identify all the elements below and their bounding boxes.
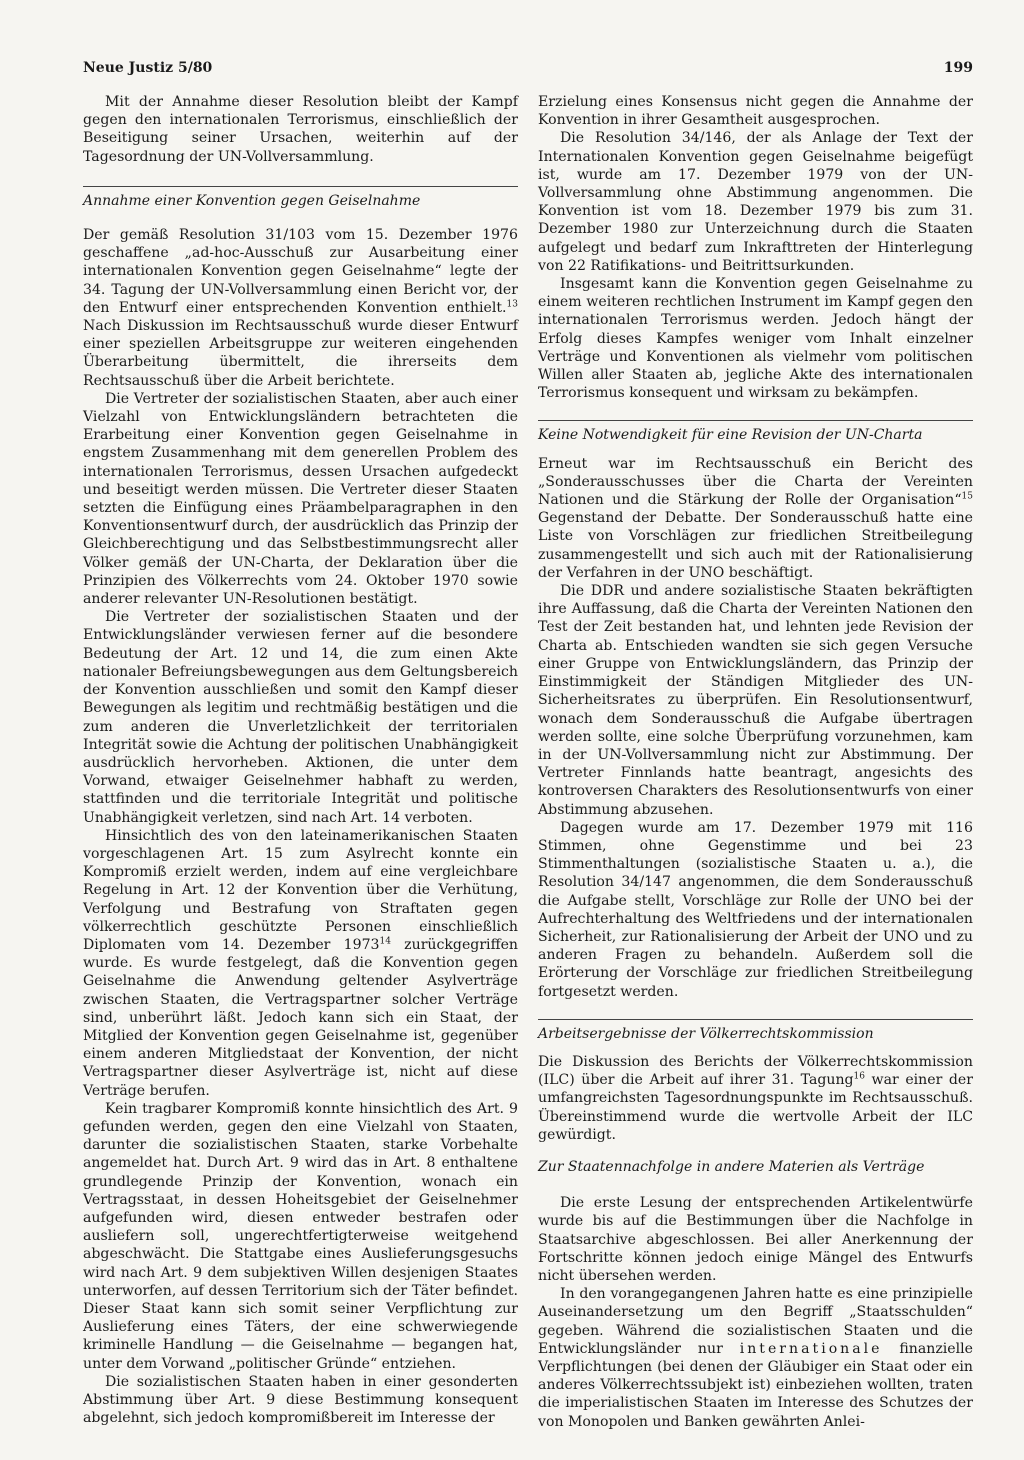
- paragraph: Die erste Lesung der entsprechenden Artikelentwürfe wurde bis auf die Bestimmungen über die Nachfolge in Staatsarchive abgeschlossen. Bei aller Anerkennung der Fortschritte können jedoch einige Mängel des Entwurfs nicht übersehen werden.: [538, 1195, 973, 1284]
- paragraph: Der gemäß Resolution 31/103 vom 15. Dezember 1976 geschaffene „ad-hoc-Ausschuß zur Ausarbeitung einer internationalen Konvention gegen Geiselnahme“ legte der 34. Tagung der UN-Vollversammlung einen Bericht vor, der den Entwurf einer entsprechenden Konvention enthielt.$^{13}$ Nach Diskussion im Rechtsausschuß wurde dieser Entwurf einer speziellen Arbeitsgruppe zur weiteren eingehenden Überarbeitung übermittelt, die ihrerseits dem Rechtsausschuß über die Arbeit berichtete.: [83, 227, 518, 389]
- paragraph: Die Vertreter der sozialistischen Staaten, aber auch einer Vielzahl von Entwicklungsländern betrachteten die Erarbeitung einer Konvention gegen Geiselnahme in engstem Zusammenhang mit dem generellen Problem des internationalen Terrorismus, dessen Ursachen aufgedeckt und beseitigt werden müssen. Die Vertreter dieser Staaten setzten die Einfügung eines Präambelparagraphen in den Konventionsentwurf durch, der ausdrücklich das Prinzip der Gleichberechtigung und das Selbstbestimmungsrecht aller Völker gemäß der UN-Charta, der Deklaration über die Prinzipien des Völkerrechts vom 24. Oktober 1970 sowie anderer relevanter UN-Resolutionen bestätigt.: [83, 390, 518, 608]
- paragraph: Erzielung eines Konsensus nicht gegen die Annahme der Konvention in ihrer Gesamtheit ausgesprochen.: [538, 94, 973, 129]
- paragraph: Die Resolution 34/146, der als Anlage der Text der Internationalen Konvention gegen Geiselnahme beigefügt ist, wurde am 17. Dezember 1979 von der UN-Vollversammlung ohne Abstimmung angenommen. Die Konvention ist vom 18. Dezember 1979 bis zum 31. Dezember 1980 zur Unterzeichnung durch die Staaten aufgelegt und bedarf zum Inkrafttreten der Hinterlegung von 22 Ratifikations- und Beitrittsurkunden.: [538, 130, 973, 274]
- section-heading: Annahme einer Konvention gegen Geiselnahme: [83, 186, 518, 210]
- footnote-ref: 14: [379, 936, 391, 947]
- section-heading: Keine Notwendigkeit für eine Revision der UN-Charta: [538, 420, 973, 444]
- left-column: [83, 93, 518, 1427]
- footnote-ref: 15: [961, 491, 973, 502]
- paragraph: Erneut war im Rechtsausschuß ein Bericht des „Sonderausschusses über die Charta der Vereinten Nationen und die Stärkung der Rolle der Organisation“$^{15}$ Gegenstand der Debatte. Der Sonderausschuß hatte eine Liste von Vorschlägen zur friedlichen Streitbeilegung zusammengestellt und sich auch mit der Rationalisierung der Verfahren in der UNO beschäftigt.: [538, 455, 973, 581]
- footnote-ref: 13: [506, 299, 518, 310]
- paragraph: Die Vertreter der sozialistischen Staaten und der Entwicklungsländer verwiesen ferner auf die besondere Bedeutung der Art. 12 und 14, die zum einen Akte nationaler Befreiungsbewegungen aus dem Geltungsbereich der Konvention ausschließen und somit den Kampf dieser Bewegungen als legitim und rechtmäßig bestätigen und die zum anderen die Unverletzlichkeit der territorialen Integrität sowie die Achtung der politischen Unabhängigkeit ausdrücklich hervorheben. Aktionen, die unter dem Vorwand, etwaiger Geiselnehmer habhaft zu werden, stattfinden und die territoriale Integrität und politische Unabhängigkeit verletzen, sind nach Art. 14 verboten.: [83, 609, 518, 826]
- paragraph: Die Diskussion des Berichts der Völkerrechtskommission (ILC) über die Arbeit auf ihrer 31. Tagung$^{16}$ war einer der umfangreichsten Tagesordnungspunkte im Rechtsausschuß. Übereinstimmend wurde die wertvolle Arbeit der ILC gewürdigt.: [538, 1053, 973, 1143]
- paragraph: Kein tragbarer Kompromiß konnte hinsichtlich des Art. 9 gefunden werden, gegen den eine Vielzahl von Staaten, darunter die sozialistischen Staaten, starke Vorbehalte angemeldet hat. Durch Art. 9 wird das in Art. 8 enthaltene grundlegende Prinzip der Konvention, wonach ein Vertragsstaat, in dessen Hoheitsgebiet der Geiselnehmer aufgefunden wird, diesen entweder bestrafen oder ausliefern soll, ungerechtfertigterweise weitgehend abgeschwächt. Die Stattgabe eines Auslieferungsgesuchs wird nach Art. 9 dem subjektiven Willen desjenigen Staates unterworfen, auf dessen Territorium sich der Täter befindet. Dieser Staat kann sich somit seiner Verpflichtung zur Auslieferung eines Täters, der eine schwerwiegende kriminelle Handlung — die Geiselnahme — begangen hat, unter dem Vorwand „politischer Gründe“ entziehen.: [83, 1100, 518, 1372]
- journal-title: Neue Justiz 5/80: [83, 60, 213, 76]
- paragraph: Hinsichtlich des von den lateinamerikanischen Staaten vorgeschlagenen Art. 15 zum Asylrecht konnte ein Kompromiß erzielt werden, indem auf eine vergleichbare Regelung in Art. 12 der Konvention über die Verhütung, Verfolgung und Bestrafung von Straftaten gegen völkerrechtlich geschützte Personen einschließlich Diplomaten vom 14. Dezember 1973$^{14}$ zurückgegriffen wurde. Es wurde festgelegt, daß die Konvention gegen Geiselnahme die Anwendung geltender Asylverträge zwischen Staaten, die Vertragspartner solcher Verträge sind, unberührt läßt. Jedoch kann sich ein Staat, der Mitglied der Konvention gegen Geiselnahme ist, gegenüber einem anderen Mitgliedstaat der Konvention, der nicht Vertragspartner dieser Asylverträge ist, nicht auf diese Verträge berufen.: [83, 827, 518, 1099]
- right-column: [538, 93, 973, 1431]
- paragraph: Dagegen wurde am 17. Dezember 1979 mit 116 Stimmen, ohne Gegenstimme und bei 23 Stimmenthaltungen (sozialistische Staaten u. a.), die Resolution 34/147 angenommen, die dem Sonderausschuß die Aufgabe stellt, Vorschläge zur Rolle der UNO bei der Aufrechterhaltung des Weltfriedens und der internationalen Sicherheit, zur Rationalisierung der Arbeit der UNO und zu anderen Fragen zu behandeln. Außerdem soll die Erörterung der Vorschläge zur friedlichen Streitbeilegung fortgesetzt werden.: [538, 819, 973, 1000]
- paragraph: In den vorangegangenen Jahren hatte es eine prinzipielle Auseinandersetzung um den Begriff „Staatsschulden“ gegeben. Während die sozialistischen Staaten und die Entwicklungsländer nur internationale finanzielle Verpflichtungen (bei denen der Gläubiger ein Staat oder ein anderes Völkerrechtssubjekt ist) einbeziehen wollten, traten die imperialistischen Staaten im Interesse des Schutzes der von Monopolen und Banken gewährten Anlei-: [538, 1286, 973, 1430]
- subsection-heading: Zur Staatennachfolge in andere Materien als Verträge: [538, 1158, 925, 1175]
- paragraph: Insgesamt kann die Konvention gegen Geiselnahme zu einem weiteren rechtlichen Instrument im Kampf gegen den internationalen Terrorismus werden. Jedoch hängt der Erfolg dieses Kampfes weniger vom Inhalt einzelner Verträge und Konventionen als vielmehr vom politischen Willen aller Staaten ab, jegliche Akte des internationalen Terrorismus konsequent und wirksam zu bekämpfen.: [538, 276, 973, 402]
- paragraph: Die sozialistischen Staaten haben in einer gesonderten Abstimmung über Art. 9 diese Bestimmung konsequent abgelehnt, sich jedoch kompromißbereit im Interesse der: [83, 1373, 518, 1427]
- paragraph: Die DDR und andere sozialistische Staaten bekräftigten ihre Auffassung, daß die Charta der Vereinten Nationen den Test der Zeit bestanden hat, und lehnten jede Revision der Charta ab. Entschieden wandten sie sich gegen Versuche einer Gruppe von Entwicklungsländern, das Prinzip der Einstimmigkeit der Ständigen Mitglieder des UN-Sicherheitsrates zu überprüfen. Ein Resolutionsentwurf, wonach dem Sonderausschuß die Aufgabe übertragen werden sollte, eine solche Überprüfung vorzunehmen, kam in der UN-Vollversammlung nicht zur Abstimmung. Der Vertreter Finnlands hatte beantragt, angesichts des kontroversen Charakters des Resolutionsentwurfs von einer Abstimmung abzusehen.: [538, 583, 973, 818]
- footnote-ref: 16: [853, 1071, 865, 1082]
- page-number: 199: [943, 60, 973, 76]
- spaced-emphasis: internationale: [739, 1340, 883, 1357]
- page-header: [83, 60, 973, 82]
- section-heading: Arbeitsergebnisse der Völkerrechtskommission: [538, 1019, 973, 1043]
- paragraph: Mit der Annahme dieser Resolution bleibt der Kampf gegen den internationalen Terrorismus, einschließlich der Beseitigung seiner Ursachen, weiterhin auf der Tagesordnung der UN-Vollversammlung.: [83, 94, 518, 165]
